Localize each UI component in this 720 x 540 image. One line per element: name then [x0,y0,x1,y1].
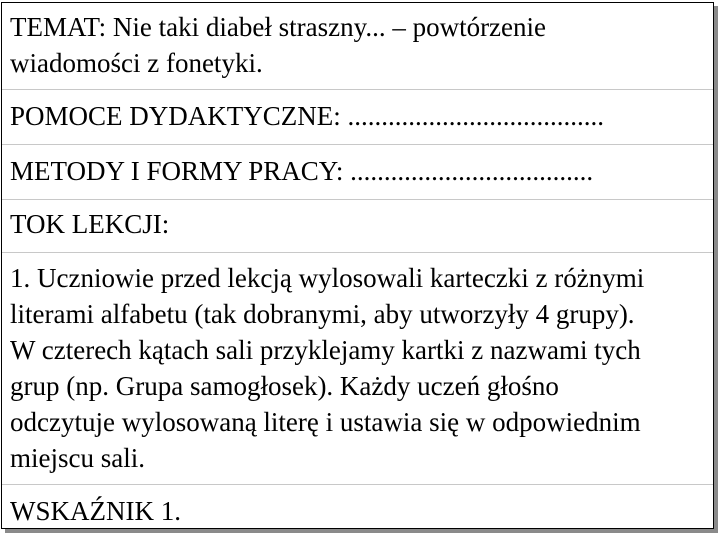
paragraph-line: W czterech kątach sali przyklejamy kartki z nazwami tych [10,335,641,365]
section-divider [2,252,713,253]
indicator-line: WSKAŹNIK 1. [10,496,181,526]
teaching-aids-label: POMOCE DYDAKTYCZNE: [10,101,341,131]
section-divider [2,484,713,485]
topic-label: TEMAT: [10,12,107,42]
lesson-heading: TOK LEKCJI: [10,209,170,239]
methods-label: METODY I FORMY PRACY: [10,156,344,186]
teaching-aids-dots: ...................................... [340,101,604,131]
methods-dots: .................................... [343,156,594,186]
topic-line-1 [10,9,546,45]
teaching-aids-line [10,98,604,134]
section-divider [2,89,713,90]
lesson-paragraph [10,260,709,476]
topic-text-line-2: wiadomości z fonetyki. [10,48,263,78]
topic-text-line-1: Nie taki diabeł straszny... – powtórzenie [106,12,547,42]
paragraph-line: 1. Uczniowie przed lekcją wylosowali karteczki z różnymi [10,263,645,293]
paragraph-line: odczytuje wylosowaną literę i ustawia się w odpowiednim [10,407,641,437]
section-divider [2,199,713,200]
methods-line [10,153,593,189]
paragraph-line: literami alfabetu (tak dobranymi, aby utworzyły 4 grupy). [10,299,635,329]
document-frame [1,2,714,529]
section-divider [2,144,713,145]
paragraph-line: miejscu sali. [10,443,145,473]
paragraph-line: grup (np. Grupa samogłosek). Każdy uczeń głośno [10,371,559,401]
